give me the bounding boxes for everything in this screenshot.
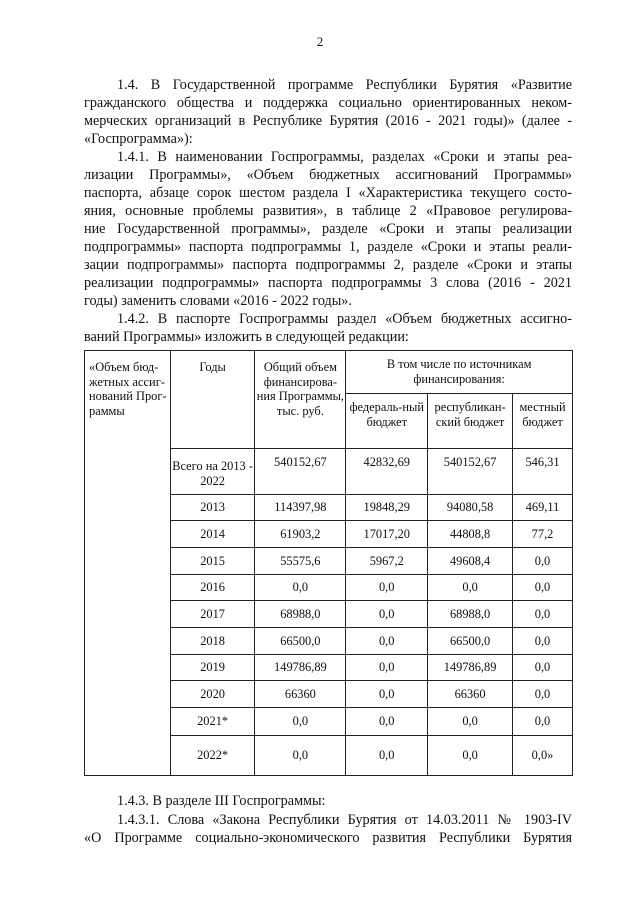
text-line: 1.4.2. В паспорте Госпрограммы раздел «Объем бюджетных ассигно- xyxy=(117,311,572,327)
cell-republic: 66360 xyxy=(428,681,513,708)
cell-republic: 149786,89 xyxy=(428,655,513,681)
header-federal: федераль-ный бюджет xyxy=(346,394,428,449)
cell-year: 2016 xyxy=(170,575,255,601)
cell-federal: 5967,2 xyxy=(346,548,428,575)
cell-year: 2015 xyxy=(170,548,255,575)
cell-federal: 0,0 xyxy=(346,708,428,736)
cell-year: 2014 xyxy=(170,521,255,548)
cell-local: 0,0 xyxy=(513,548,573,575)
cell-federal: 17017,20 xyxy=(346,521,428,548)
text-line: ние Государственной программы», разделе «Сроки и этапы реализации xyxy=(84,221,572,237)
header-years: Годы xyxy=(170,351,255,449)
cell-total: 0,0 xyxy=(255,708,346,736)
cell-federal: 42832,69 xyxy=(346,449,428,495)
cell-federal: 0,0 xyxy=(346,628,428,655)
cell-republic: 94080,58 xyxy=(428,495,513,521)
text-line: «Госпрограмма»): xyxy=(84,131,193,147)
paragraph-1-4-1 xyxy=(84,148,572,310)
text-line: гражданского общества и поддержка социально ориентированных неком- xyxy=(84,95,572,111)
header-republic: республикан-ский бюджет xyxy=(428,394,513,449)
cell-republic: 0,0 xyxy=(428,736,513,776)
cell-local: 0,0» xyxy=(513,736,573,776)
cell-republic: 68988,0 xyxy=(428,601,513,628)
paragraph-1-4-3 xyxy=(84,792,572,810)
cell-total: 149786,89 xyxy=(255,655,346,681)
cell-total: 68988,0 xyxy=(255,601,346,628)
cell-year: 2018 xyxy=(170,628,255,655)
text-line: зации подпрограммы» паспорта подпрограммы 2, разделе «Сроки и этапы xyxy=(84,257,572,273)
text-line: 1.4.3. В разделе III Госпрограммы: xyxy=(117,793,326,809)
text-line: ваний Программы» изложить в следующей редакции: xyxy=(84,329,409,345)
text-line: «О Программе социально-экономического развития Республики Бурятия xyxy=(84,830,572,846)
paragraph-1-4-2 xyxy=(84,310,572,346)
cell-republic: 0,0 xyxy=(428,708,513,736)
header-total-funding: Общий объем финансирова-ния Программы, тыс. руб. xyxy=(255,351,346,449)
cell-local: 77,2 xyxy=(513,521,573,548)
text-line: реализации подпрограммы» паспорта подпрограммы 3 слова (2016 - 2021 xyxy=(84,275,572,291)
cell-republic: 66500,0 xyxy=(428,628,513,655)
cell-federal: 0,0 xyxy=(346,575,428,601)
cell-year: Всего на 2013 - 2022 xyxy=(170,449,255,495)
cell-year: 2022* xyxy=(170,736,255,776)
cell-year: 2017 xyxy=(170,601,255,628)
budget-table xyxy=(84,350,573,776)
cell-federal: 0,0 xyxy=(346,681,428,708)
cell-total: 0,0 xyxy=(255,575,346,601)
cell-year: 2020 xyxy=(170,681,255,708)
header-local: местный бюджет xyxy=(513,394,573,449)
paragraph-1-4 xyxy=(84,76,572,148)
cell-republic: 0,0 xyxy=(428,575,513,601)
cell-federal: 0,0 xyxy=(346,736,428,776)
text-line: лизации Программы», «Объем бюджетных ассигнований Программы» xyxy=(84,167,572,183)
cell-local: 0,0 xyxy=(513,708,573,736)
cell-republic: 49608,4 xyxy=(428,548,513,575)
cell-total: 61903,2 xyxy=(255,521,346,548)
text-line: 1.4.3.1. Слова «Закона Республики Бурятия от 14.03.2011 № 1903-IV xyxy=(117,812,572,828)
paragraph-1-4-3-1 xyxy=(84,811,572,847)
text-line: 1.4. В Государственной программе Республики Бурятия «Развитие xyxy=(117,77,572,93)
cell-local: 0,0 xyxy=(513,655,573,681)
table-label-cell: «Объем бюд-жетных ассиг-нований Прог-раммы xyxy=(85,351,171,776)
cell-federal: 0,0 xyxy=(346,601,428,628)
cell-total: 55575,6 xyxy=(255,548,346,575)
table-header-row xyxy=(85,351,573,394)
cell-total: 0,0 xyxy=(255,736,346,776)
cell-local: 0,0 xyxy=(513,628,573,655)
text-line: паспорта, абзаце сорок шестом раздела I «Характеристика текущего состо- xyxy=(84,185,572,201)
cell-year: 2021* xyxy=(170,708,255,736)
text-line: годы) заменить словами «2016 - 2022 годы». xyxy=(84,293,352,309)
cell-local: 0,0 xyxy=(513,681,573,708)
cell-year: 2019 xyxy=(170,655,255,681)
cell-federal: 19848,29 xyxy=(346,495,428,521)
cell-total: 66500,0 xyxy=(255,628,346,655)
page-number: 2 xyxy=(316,34,324,49)
text-line: подпрограммы» паспорта подпрограммы 1, разделе «Сроки и этапы реали- xyxy=(84,239,572,255)
cell-total: 66360 xyxy=(255,681,346,708)
cell-local: 0,0 xyxy=(513,575,573,601)
header-sources-group: В том числе по источникам финансирования: xyxy=(346,351,573,394)
cell-year: 2013 xyxy=(170,495,255,521)
text-line: яния, основные проблемы развития», в таблице 2 «Правовое регулирова- xyxy=(84,203,572,219)
cell-republic: 44808,8 xyxy=(428,521,513,548)
text-line: мерческих организаций в Республике Бурятия (2016 - 2021 годы)» (далее - xyxy=(84,113,572,129)
cell-local: 469,11 xyxy=(513,495,573,521)
cell-local: 546,31 xyxy=(513,449,573,495)
cell-local: 0,0 xyxy=(513,601,573,628)
text-line: 1.4.1. В наименовании Госпрограммы, разделах «Сроки и этапы реа- xyxy=(117,149,572,165)
cell-total: 540152,67 xyxy=(255,449,346,495)
cell-republic: 540152,67 xyxy=(428,449,513,495)
cell-federal: 0,0 xyxy=(346,655,428,681)
cell-total: 114397,98 xyxy=(255,495,346,521)
